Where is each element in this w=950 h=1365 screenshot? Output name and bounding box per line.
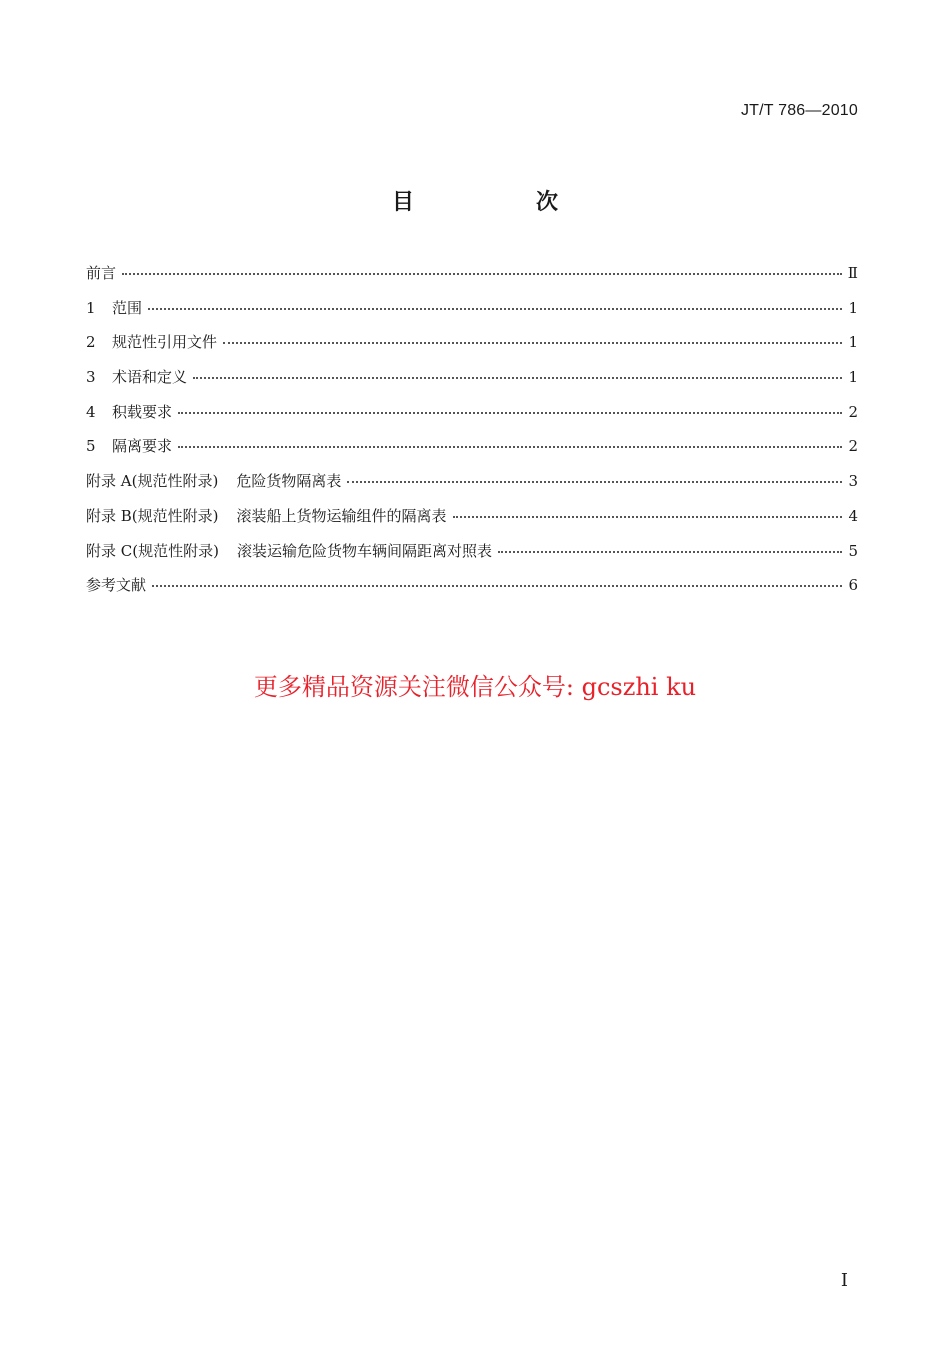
toc-entry-page: 5: [848, 541, 858, 560]
toc-entry-label: 参考文献: [86, 576, 147, 595]
standard-code: JT/T 786—2010: [740, 102, 858, 119]
toc-entry-page: Ⅱ: [847, 264, 858, 282]
toc-entry-annex-a[interactable]: [86, 470, 858, 505]
annex-title: 滚装船上货物运输组件的隔离表: [236, 506, 447, 525]
annex-label: 附录 A(规范性附录): [86, 472, 219, 491]
toc-entry-number: 5: [86, 437, 96, 456]
toc-entry-page: 1: [848, 333, 858, 352]
toc-entry-label: 隔离要求: [112, 437, 173, 456]
toc-leader-dots: [178, 412, 842, 414]
annex-label: 附录 C(规范性附录): [86, 541, 219, 560]
toc-entry-label: 前言: [86, 264, 117, 282]
page-number: I: [840, 1270, 848, 1291]
toc-entry-normative-references[interactable]: [86, 331, 858, 366]
toc-entry-number: 2: [86, 333, 96, 352]
toc-entry-terms-definitions[interactable]: [86, 366, 858, 401]
toc-entry-annex-b[interactable]: [86, 505, 858, 540]
toc-leader-dots: [178, 446, 842, 448]
annex-title: 滚装运输危险货物车辆间隔距离对照表: [236, 541, 492, 560]
toc-entry-page: 1: [848, 368, 858, 387]
toc-leader-dots: [152, 585, 842, 587]
toc-entry-number: 3: [86, 368, 96, 387]
promo-watermark-text: 更多精品资源关注微信公众号: gcszhi ku: [253, 673, 697, 701]
toc-leader-dots: [498, 551, 842, 553]
toc-entry-label: [86, 540, 492, 561]
toc-entry-foreword[interactable]: [86, 262, 858, 297]
toc-entry-annex-c[interactable]: [86, 540, 858, 575]
toc-leader-dots: [122, 273, 842, 275]
toc-entry-page: 4: [848, 506, 858, 525]
toc-leader-dots: [148, 308, 842, 310]
toc-entry-page: 1: [848, 298, 858, 317]
toc-entry-label: [86, 470, 341, 491]
toc-entry-label: 积载要求: [112, 402, 173, 421]
toc-entry-number: 4: [86, 402, 96, 421]
toc-leader-dots: [193, 377, 842, 379]
toc-entry-stowage[interactable]: [86, 401, 858, 436]
annex-title: 危险货物隔离表: [236, 472, 342, 491]
toc-leader-dots: [347, 481, 842, 483]
toc-leader-dots: [223, 342, 842, 344]
toc-entry-label: 范围: [112, 298, 143, 317]
toc-entry-segregation[interactable]: [86, 435, 858, 470]
toc-entry-page: 2: [848, 402, 858, 421]
toc-entry-page: 6: [848, 576, 858, 595]
toc-entry-label: 术语和定义: [112, 368, 188, 387]
annex-label: 附录 B(规范性附录): [86, 506, 219, 525]
toc-entry-scope[interactable]: [86, 297, 858, 332]
toc-entry-bibliography[interactable]: [86, 574, 858, 609]
table-of-contents: [86, 262, 858, 609]
toc-entry-page: 2: [848, 437, 858, 456]
toc-entry-label: 规范性引用文件: [112, 333, 218, 352]
page-title: 目 次: [391, 190, 608, 215]
toc-entry-label: [86, 505, 447, 526]
toc-leader-dots: [453, 516, 842, 518]
toc-entry-number: 1: [86, 298, 96, 317]
toc-entry-page: 3: [848, 472, 858, 491]
